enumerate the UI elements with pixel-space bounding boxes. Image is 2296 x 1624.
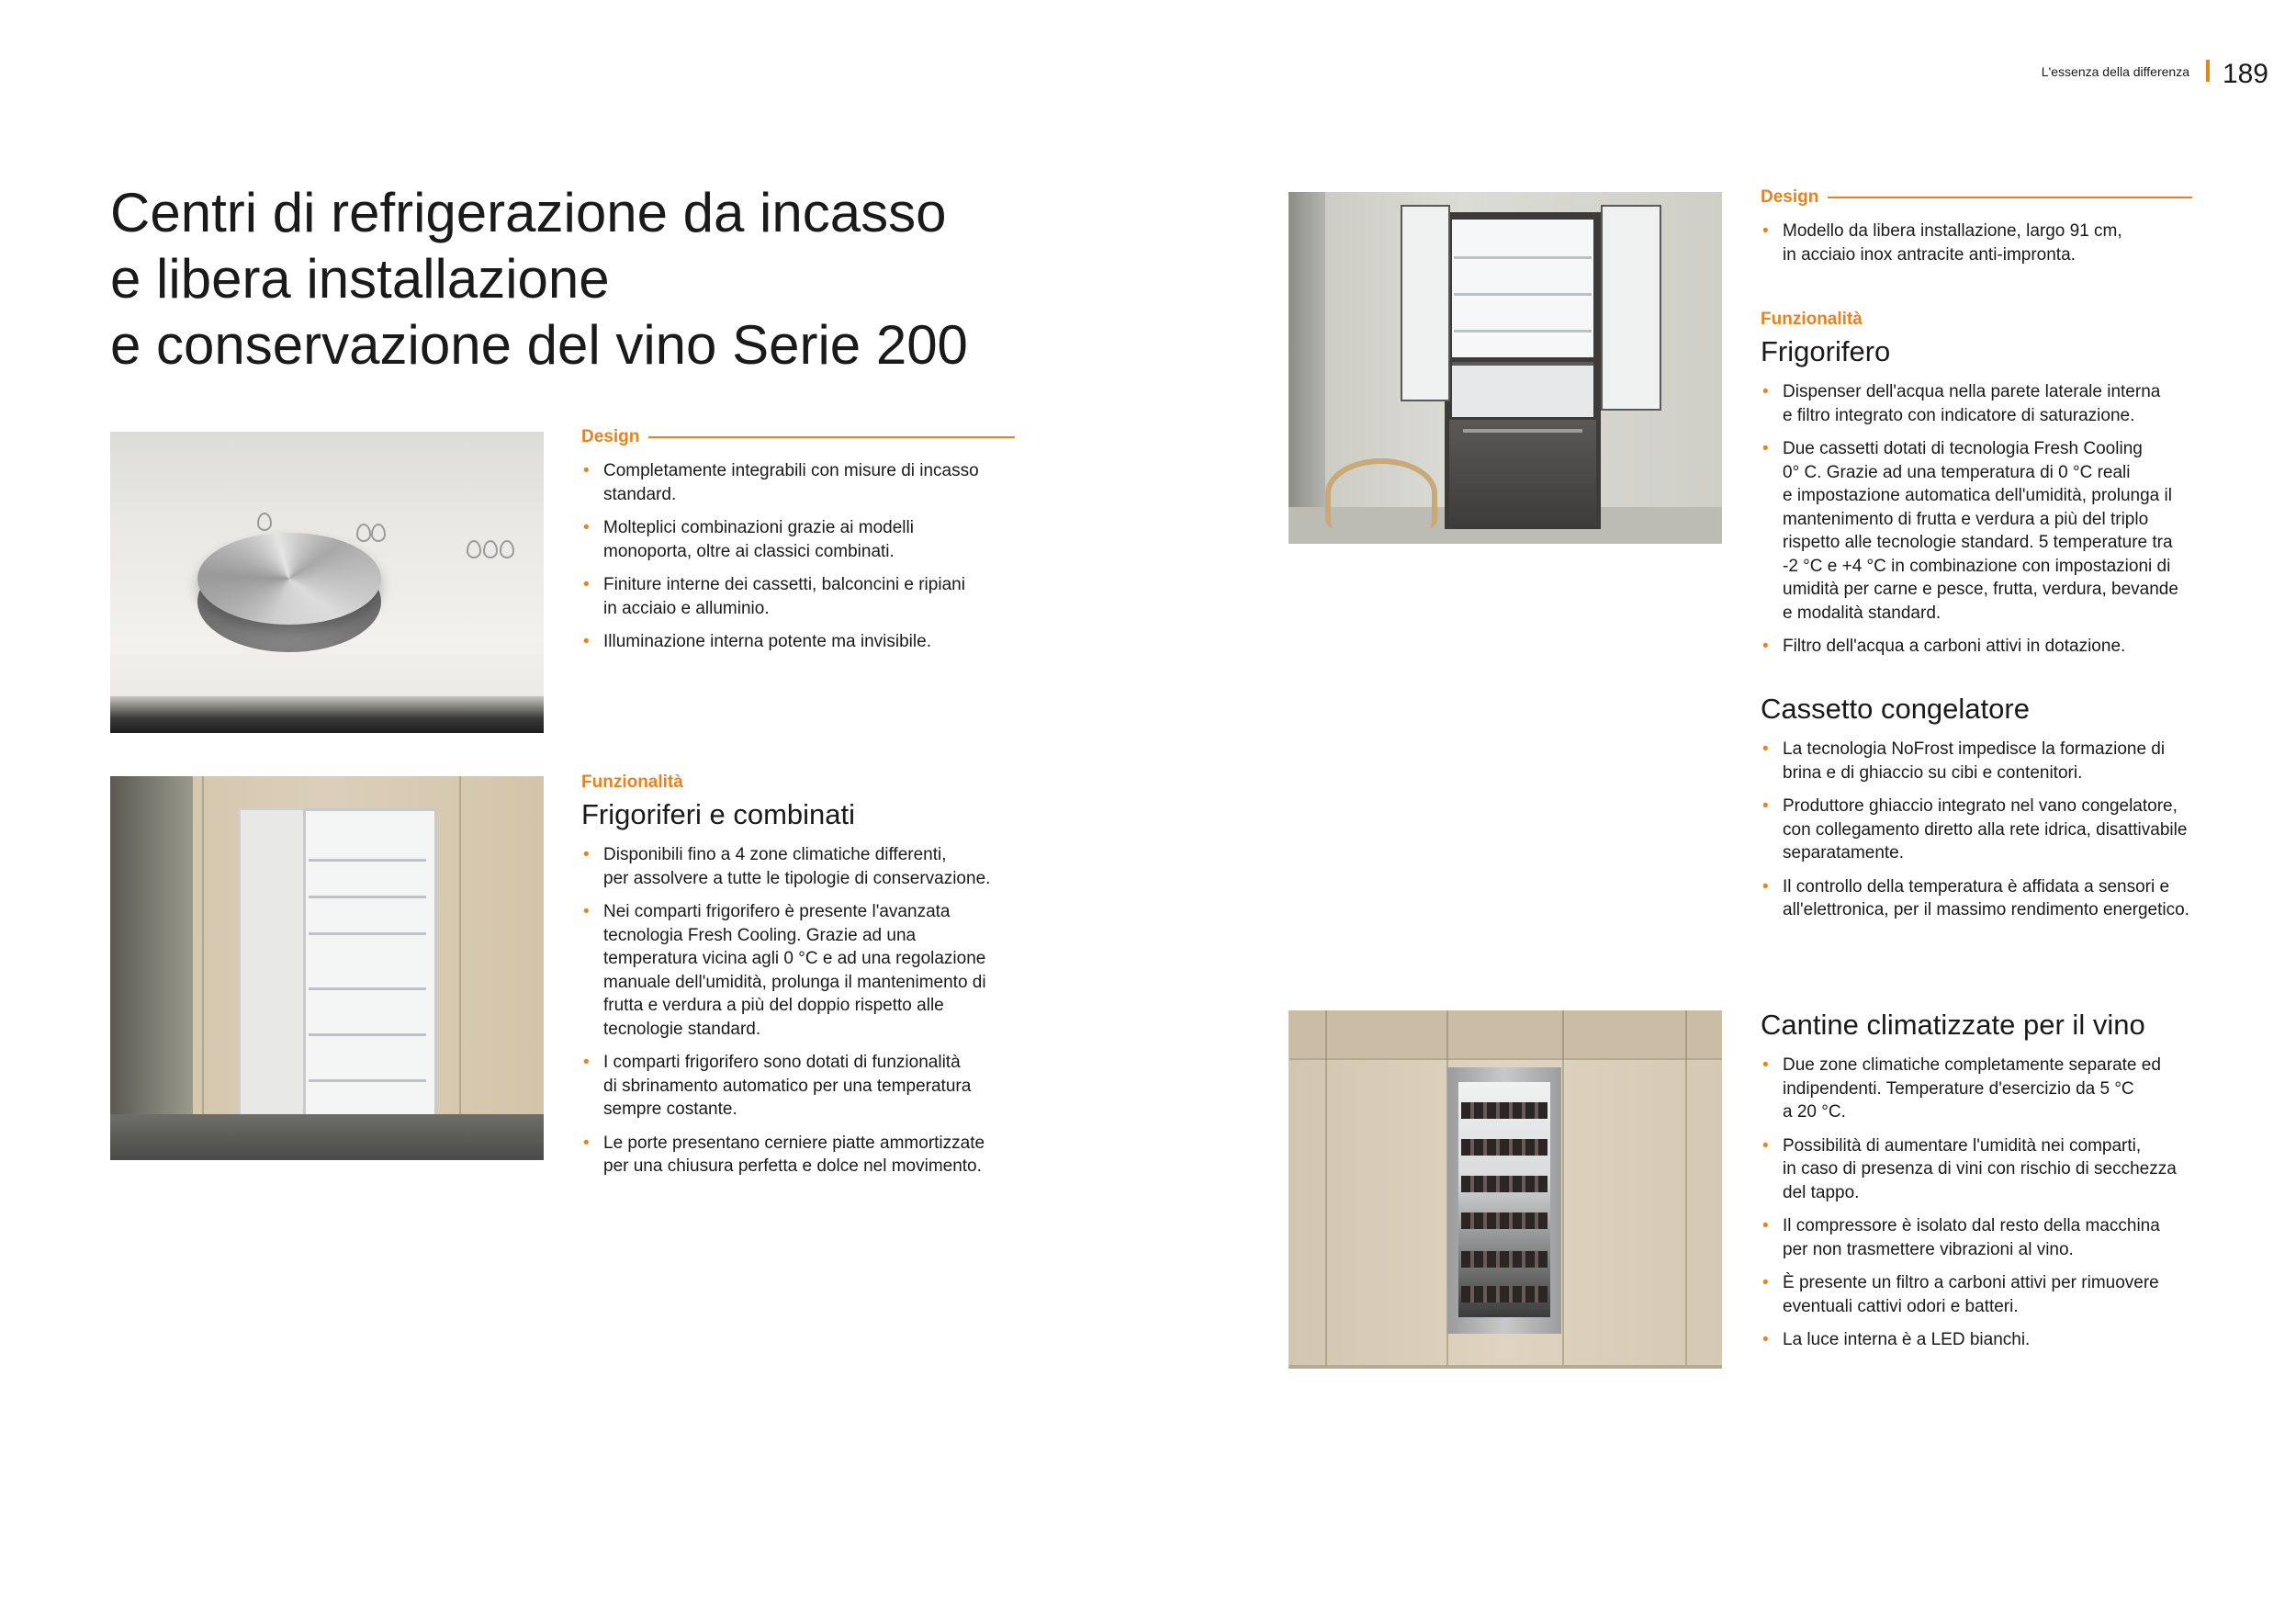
photo-integrated-fridge xyxy=(110,776,544,1160)
wine-rack xyxy=(1461,1102,1548,1119)
knob-top xyxy=(197,533,381,625)
functionality-section-right xyxy=(1761,309,2220,669)
wine-rack xyxy=(1461,1286,1548,1303)
wine-rack xyxy=(1461,1212,1548,1229)
design-section-left xyxy=(581,426,1015,664)
cabinet-bottom-band xyxy=(1289,1365,1722,1369)
panel-line xyxy=(459,776,461,1160)
list-item: • Dispenser dell'acqua nella parete laterale interna e filtro integrato con indicatore di saturazione. xyxy=(1761,380,2220,427)
list-item: • Nei comparti frigorifero è presente l'avanzata tecnologia Fresh Cooling. Grazie ad una temperatura vicina agli 0 °C e ad una regolazione manuale dell'umidità, prolunga il mantenimento di frutta e verdura a più del doppio rispetto alle tecnologie standard. xyxy=(581,900,1041,1041)
section-rule xyxy=(648,436,1015,438)
fridge-shelf xyxy=(309,1033,426,1036)
list-item: • Disponibili fino a 4 zone climatiche differenti, per assolvere a tutte le tipologie di conservazione. xyxy=(581,843,1041,890)
section-title: Frigoriferi e combinati xyxy=(581,798,856,830)
header-separator xyxy=(2206,60,2210,82)
wine-rack xyxy=(1461,1251,1548,1268)
freezer-drawer xyxy=(1449,420,1596,524)
page-title xyxy=(110,180,1065,378)
fridge-cabinet xyxy=(303,808,437,1135)
list-item: • Illuminazione interna potente ma invisibile. xyxy=(581,630,1015,654)
list-item: • Finiture interne dei cassetti, balconcini e ripiani in acciaio e alluminio. xyxy=(581,573,1015,620)
list-item: • Produttore ghiaccio integrato nel vano congelatore, con collegamento diretto alla rete idrica, disattivabile separatamente. xyxy=(1761,795,2220,865)
counter-edge xyxy=(110,696,544,733)
fridge-shelf xyxy=(1454,330,1592,333)
list-item: • Il controllo della temperatura è affidata a sensori e all'elettronica, per il massimo rendimento energetico. xyxy=(1761,875,2220,922)
page-number: 189 xyxy=(2222,59,2268,89)
photo-french-door-fridge xyxy=(1289,192,1722,544)
fridge-shelf xyxy=(1454,293,1592,296)
panel-line xyxy=(1562,1010,1564,1369)
fridge-interior xyxy=(1452,220,1593,357)
list-item: • Le porte presentano cerniere piatte ammortizzate per una chiusura perfetta e dolce nel movimento. xyxy=(581,1132,1041,1179)
list-item: • È presente un filtro a carboni attivi per rimuovere eventuali cattivi odori e batteri. xyxy=(1761,1271,2220,1318)
page-title-line-2: e libera installazione xyxy=(110,248,610,310)
drop-icon xyxy=(371,524,386,542)
fridge-shelf xyxy=(309,859,426,862)
section-label-text: Design xyxy=(1761,187,1819,207)
list-item: • Modello da libera installazione, largo 91 cm, in acciaio inox antracite anti-impronta. xyxy=(1761,220,2192,266)
page-title-line-1: Centri di refrigerazione da incasso xyxy=(110,182,947,243)
list-item: • Il compressore è isolato dal resto della macchina per non trasmettere vibrazioni al vino. xyxy=(1761,1214,2220,1261)
fridge-door-right xyxy=(1601,205,1661,411)
drop-icon xyxy=(500,540,514,558)
fridge-door xyxy=(239,808,309,1133)
drop-icon xyxy=(467,540,481,558)
running-header xyxy=(1929,59,2287,89)
panel-line xyxy=(1325,1010,1327,1369)
section-label xyxy=(1761,186,2192,209)
section-label-text: Design xyxy=(581,427,640,446)
section-title: Cassetto congelatore xyxy=(1761,693,2030,725)
chair xyxy=(1325,458,1437,528)
bullet-list xyxy=(1761,380,2220,659)
wall xyxy=(110,776,193,1160)
panel-line xyxy=(1685,1010,1687,1369)
list-item: • La tecnologia NoFrost impedisce la formazione di brina e di ghiaccio su cibi e contenitori. xyxy=(1761,738,2220,784)
fridge-drawer xyxy=(1452,362,1593,417)
design-section-right xyxy=(1761,186,2192,276)
list-item: • Molteplici combinazioni grazie ai modelli monoporta, oltre ai classici combinati. xyxy=(581,516,1015,563)
list-item: • I comparti frigorifero sono dotati di funzionalità di sbrinamento automatico per una temperatura sempre costante. xyxy=(581,1051,1041,1122)
drop-icon xyxy=(356,524,371,542)
list-item: • La luce interna è a LED bianchi. xyxy=(1761,1328,2220,1352)
panel-line xyxy=(202,776,204,1160)
functionality-section-left xyxy=(581,772,1041,1189)
section-label: Funzionalità xyxy=(581,773,683,792)
photo-wine-cabinet xyxy=(1289,1010,1722,1369)
section-rule xyxy=(1828,197,2192,198)
fridge-shelf xyxy=(309,932,426,935)
freezer-handle xyxy=(1463,429,1582,433)
fridge-shelf xyxy=(309,1079,426,1082)
fridge-door-left xyxy=(1401,205,1450,401)
bullet-list xyxy=(1761,738,2220,922)
cabinet-top-band xyxy=(1289,1010,1722,1060)
drop-icon xyxy=(483,540,498,558)
freezer-section xyxy=(1761,688,2220,932)
bullet-list xyxy=(1761,220,2192,266)
wine-section xyxy=(1761,1004,2220,1362)
wall-pillar xyxy=(1289,192,1325,544)
bullet-list xyxy=(581,459,1015,654)
section-title: Cantine climatizzate per il vino xyxy=(1761,1009,2145,1041)
drop-icon xyxy=(257,513,272,531)
photo-control-knob xyxy=(110,432,544,733)
chapter-title: L'essenza della differenza xyxy=(2041,64,2189,79)
section-label: Funzionalità xyxy=(1761,310,1863,329)
fridge-shelf xyxy=(1454,256,1592,259)
list-item: • Due zone climatiche completamente separate ed indipendenti. Temperature d'esercizio da 5 °C a 20 °C. xyxy=(1761,1054,2220,1124)
section-title: Frigorifero xyxy=(1761,335,1891,367)
wine-rack xyxy=(1461,1176,1548,1192)
floor xyxy=(110,1114,544,1160)
list-item: • Filtro dell'acqua a carboni attivi in dotazione. xyxy=(1761,635,2220,659)
list-item: • Completamente integrabili con misure di incasso standard. xyxy=(581,459,1015,506)
bullet-list xyxy=(581,843,1041,1179)
bullet-list xyxy=(1761,1054,2220,1352)
wine-rack xyxy=(1461,1139,1548,1156)
list-item: • Possibilità di aumentare l'umidità nei comparti, in caso di presenza di vini con rischio di secchezza del tappo. xyxy=(1761,1134,2220,1205)
fridge-shelf xyxy=(309,896,426,898)
list-item: • Due cassetti dotati di tecnologia Fresh Cooling 0° C. Grazie ad una temperatura di 0 °C reali e impostazione automatica dell'umidità, prolunga il mantenimento di frutta e verdura a più del triplo rispetto alle tecnologie standard. 5 temperature tra -2 °C e +4 °C in combinazione con impostazioni di umidità per carne e pesce, frutta, verdura, bevande e modalità standard. xyxy=(1761,437,2220,625)
section-label xyxy=(581,426,1015,448)
fridge-shelf xyxy=(309,987,426,990)
page-title-line-3: e conservazione del vino Serie 200 xyxy=(110,314,968,376)
